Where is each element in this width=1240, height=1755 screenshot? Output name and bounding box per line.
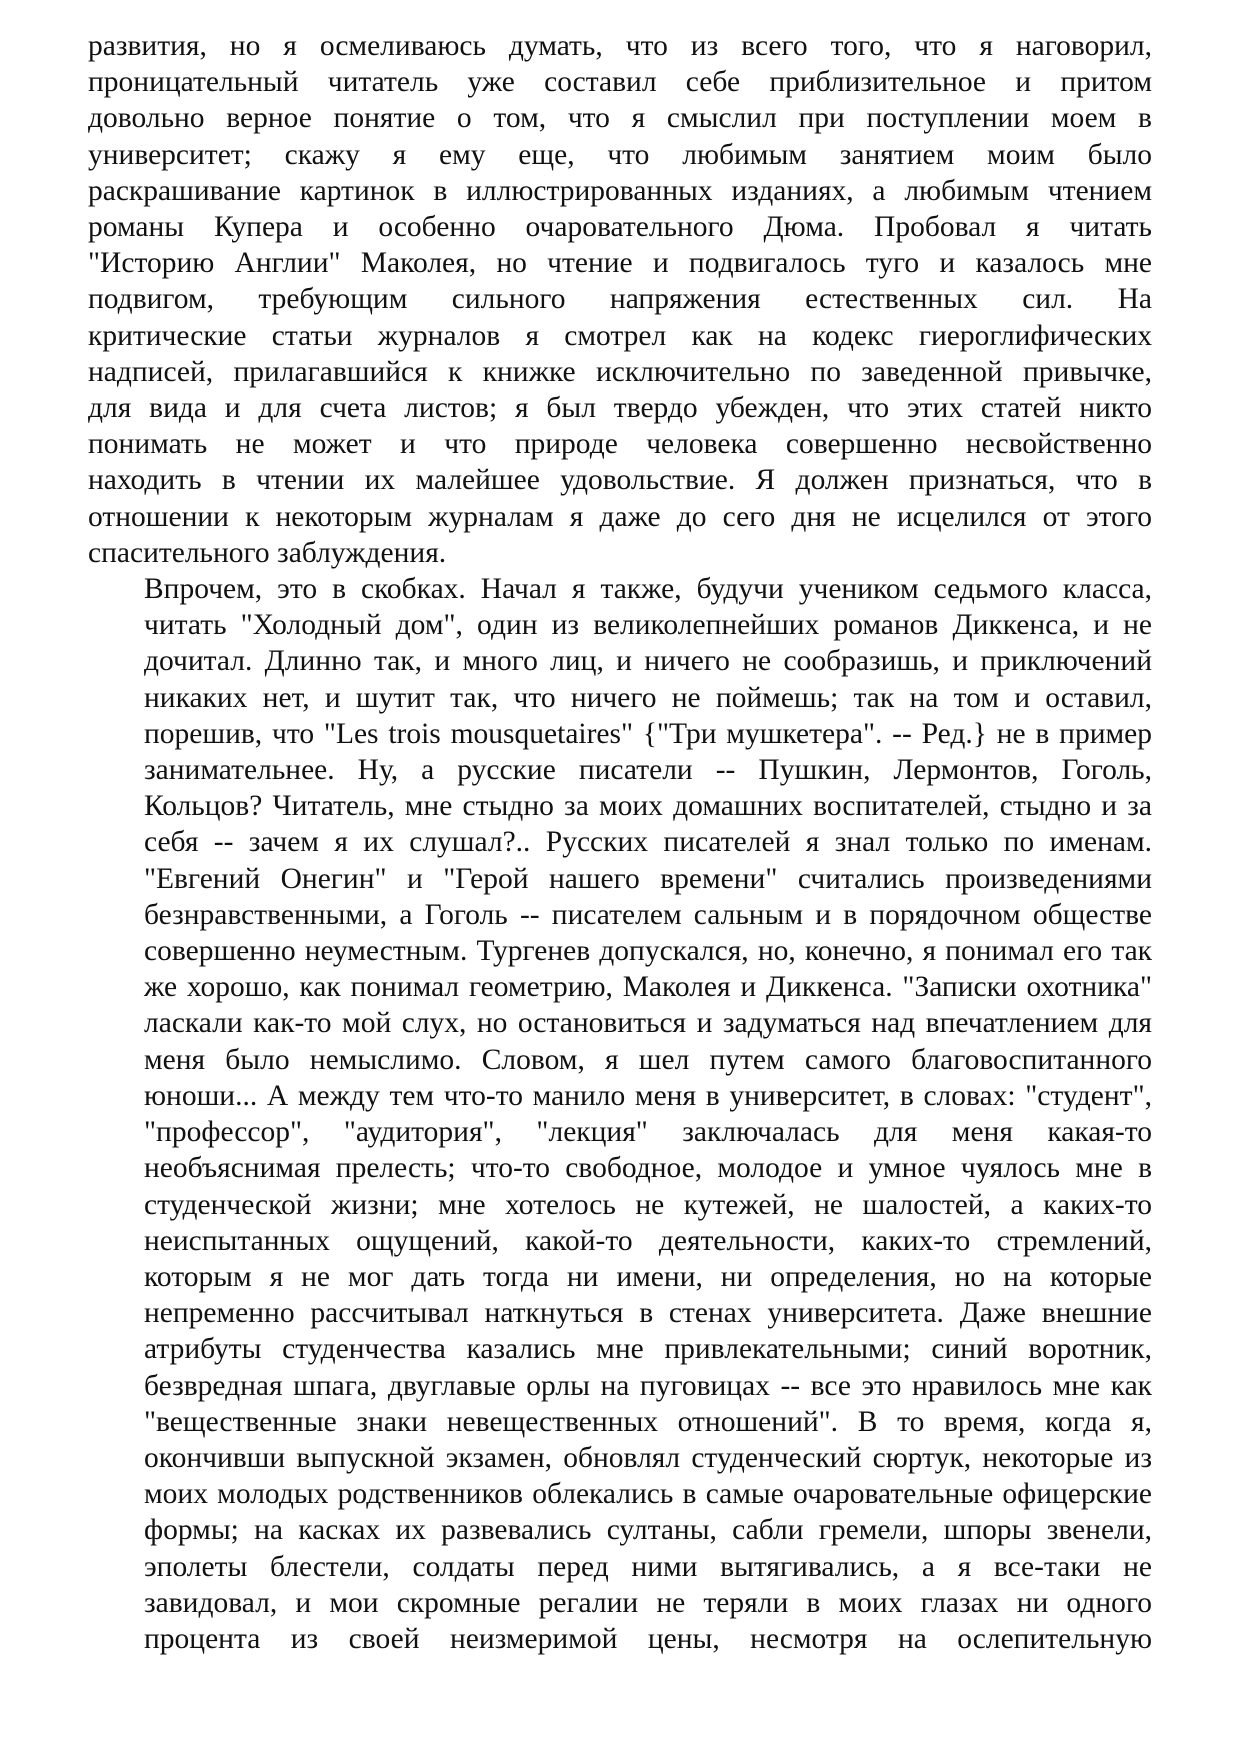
text-line: находить в чтении их малейшее удовольствие. Я должен признаться, что в xyxy=(88,464,1152,497)
text-line: романы Купера и особенно очаровательного Дюма. Пробовал я читать xyxy=(88,211,1152,244)
text-line: читать "Холодный дом", один из великолепнейших романов Диккенса, и не xyxy=(144,609,1152,642)
text-line: развития, но я осмеливаюсь думать, что из всего того, что я наговорил, xyxy=(88,30,1152,62)
text-line: которым я не мог дать тогда ни имени, ни определения, но на которые xyxy=(144,1260,1152,1293)
text-line: довольно верное понятие о том, что я смыслил при поступлении моем в xyxy=(88,102,1152,135)
paragraph-1 xyxy=(88,28,1152,571)
text-line: никаких нет, и шутит так, что ничего не поймешь; так на том и оставил, xyxy=(144,681,1152,714)
text-line: атрибуты студенчества казались мне привлекательными; синий воротник, xyxy=(144,1333,1152,1366)
text-line: себя -- зачем я их слушал?.. Русских писателей я знал только по именам. xyxy=(144,826,1152,859)
text-line: понимать не может и что природе человека совершенно несвойственно xyxy=(88,428,1152,461)
text-line: юноши... А между тем что-то манило меня в университет, в словах: "студент", xyxy=(144,1079,1152,1112)
text-line: университет; скажу я ему еще, что любимым занятием моим было xyxy=(88,138,1152,171)
text-line: эполеты блестели, солдаты перед ними вытягивались, а я все-таки не xyxy=(144,1550,1152,1583)
text-line: непременно рассчитывал наткнуться в стенах университета. Даже внешние xyxy=(144,1297,1152,1330)
text-line: "Евгений Онегин" и "Герой нашего времени" считались произведениями xyxy=(144,862,1152,895)
text-line: спасительного заблуждения. xyxy=(88,536,447,569)
text-line: завидовал, и мои скромные регалии не теряли в моих глазах ни одного xyxy=(144,1586,1152,1619)
text-line: порешив, что "Les trois mousquetaires" {"Три мушкетера". -- Ред.} не в пример xyxy=(144,717,1152,750)
document-page xyxy=(88,28,1152,1657)
text-line: безнравственными, а Гоголь -- писателем сальным и в порядочном обществе xyxy=(144,898,1152,931)
text-line: "вещественные знаки невещественных отношений". В то время, когда я, xyxy=(144,1405,1152,1438)
text-line: неиспытанных ощущений, какой-то деятельности, каких-то стремлений, xyxy=(144,1224,1152,1257)
text-line: Впрочем, это в скобках. Начал я также, будучи учеником седьмого класса, xyxy=(144,573,1152,606)
text-line: необъяснимая прелесть; что-то свободное, молодое и умное чуялось мне в xyxy=(144,1152,1152,1185)
text-line: проницательный читатель уже составил себе приблизительное и притом xyxy=(88,66,1152,99)
text-line: совершенно неуместным. Тургенев допускался, но, конечно, я понимал его так xyxy=(144,935,1152,968)
text-line: процента из своей неизмеримой цены, несмотря на ослепительную xyxy=(144,1622,1152,1655)
text-line: же хорошо, как понимал геометрию, Маколея и Диккенса. "Записки охотника" xyxy=(144,971,1152,1004)
text-line: формы; на касках их развевались султаны, сабли гремели, шпоры звенели, xyxy=(144,1514,1152,1547)
text-line: отношении к некоторым журналам я даже до сего дня не исцелился от этого xyxy=(88,500,1152,533)
text-line: окончивши выпускной экзамен, обновлял студенческий сюртук, некоторые из xyxy=(144,1441,1152,1474)
text-line: Кольцов? Читатель, мне стыдно за моих домашних воспитателей, стыдно и за xyxy=(144,790,1152,823)
text-line: "профессор", "аудитория", "лекция" заключалась для меня какая-то xyxy=(144,1116,1152,1149)
text-line: для вида и для счета листов; я был твердо убежден, что этих статей никто xyxy=(88,392,1152,425)
text-line: надписей, прилагавшийся к книжке исключительно по заведенной привычке, xyxy=(88,355,1152,388)
text-line: дочитал. Длинно так, и много лиц, и ничего не сообразишь, и приключений xyxy=(144,645,1152,678)
text-line: занимательнее. Ну, а русские писатели -- Пушкин, Лермонтов, Гоголь, xyxy=(144,754,1152,787)
text-line: моих молодых родственников облекались в самые очаровательные офицерские xyxy=(144,1478,1152,1511)
text-line: "Историю Англии" Маколея, но чтение и подвигалось туго и казалось мне xyxy=(88,247,1152,280)
text-line: подвигом, требующим сильного напряжения естественных сил. На xyxy=(88,283,1152,316)
text-line: ласкали как-то мой слух, но остановиться и задуматься над впечатлением для xyxy=(144,1007,1152,1040)
text-line: критические статьи журналов я смотрел как на кодекс гиероглифических xyxy=(88,319,1152,352)
text-line: раскрашивание картинок в иллюстрированных изданиях, а любимым чтением xyxy=(88,174,1152,207)
text-line: меня было немыслимо. Словом, я шел путем самого благовоспитанного xyxy=(144,1043,1152,1076)
paragraph-2 xyxy=(88,571,1152,1657)
text-line: безвредная шпага, двуглавые орлы на пуговицах -- все это нравилось мне как xyxy=(144,1369,1152,1402)
text-line: студенческой жизни; мне хотелось не кутежей, не шалостей, а каких-то xyxy=(144,1188,1152,1221)
